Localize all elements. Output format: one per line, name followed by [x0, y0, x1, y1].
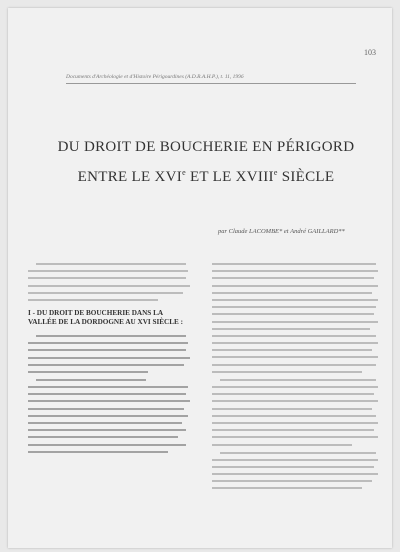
body-text-line [28, 429, 186, 431]
body-text-line [28, 436, 178, 438]
body-text-line [212, 459, 378, 461]
body-text-line [36, 379, 146, 381]
body-text-line [212, 429, 374, 431]
journal-header: Documents d'Archéologie et d'Histoire Périgourdines (A.D.R.A.H.P.), t. 11, 1996 [66, 74, 356, 84]
title-line-2: ENTRE LE XVIe ET LE XVIIIe SIÈCLE [77, 168, 335, 185]
body-text-line [212, 321, 378, 323]
body-text-line [212, 436, 378, 438]
body-text-line [220, 452, 376, 454]
body-text-line [28, 400, 190, 402]
body-text-line [28, 277, 186, 279]
body-text-line [28, 408, 184, 410]
body-text-line [212, 356, 378, 358]
body-text-line [28, 292, 183, 294]
body-text-line [28, 349, 186, 351]
body-text-line [36, 263, 186, 265]
body-text-line [212, 480, 372, 482]
body-text-line [212, 415, 376, 417]
body-text-line [212, 335, 376, 337]
body-text-line [28, 422, 182, 424]
body-text-line [28, 285, 190, 287]
body-text-line [212, 400, 378, 402]
body-text-line [28, 371, 148, 373]
body-text-line [28, 364, 184, 366]
body-text-line [212, 466, 374, 468]
body-text-line [28, 386, 188, 388]
document-page [8, 8, 392, 548]
body-text-line [212, 285, 378, 287]
body-text-line [212, 313, 374, 315]
right-column [212, 263, 382, 495]
left-column [28, 263, 192, 458]
body-text-line [212, 422, 378, 424]
body-text-line [212, 306, 376, 308]
body-text-line [212, 277, 374, 279]
section-heading: I - DU DROIT DE BOUCHERIE DANS LA VALLÉE DE LA DORDOGNE AU XVI SIÈCLE : [28, 308, 184, 326]
article-title [36, 134, 376, 190]
body-text-line [28, 415, 188, 417]
body-text-line [212, 487, 362, 489]
body-text-line [212, 371, 362, 373]
body-text-line [212, 408, 372, 410]
body-text-line [28, 451, 168, 453]
body-text-line [28, 270, 188, 272]
body-text-line [212, 393, 374, 395]
body-text-line [212, 364, 376, 366]
title-line-1: DU DROIT DE BOUCHERIE EN PÉRIGORD [57, 139, 355, 155]
body-text-line [212, 342, 378, 344]
body-text-line [36, 335, 186, 337]
page-number: 103 [364, 48, 376, 57]
body-text-line [212, 292, 372, 294]
body-text-line [28, 342, 188, 344]
body-text-line [28, 299, 158, 301]
body-text-line [28, 444, 186, 446]
body-text-line [212, 263, 376, 265]
body-text-line [220, 379, 376, 381]
body-text-line [212, 473, 378, 475]
body-text-line [212, 299, 378, 301]
body-text-line [212, 386, 378, 388]
body-text-line [212, 444, 352, 446]
body-text-line [28, 393, 186, 395]
body-text-line [28, 357, 190, 359]
body-text-line [212, 349, 372, 351]
body-text-line [212, 270, 378, 272]
authors-line: par Claude LACOMBE* et André GAILLARD** [218, 228, 345, 235]
body-text-line [212, 328, 370, 330]
